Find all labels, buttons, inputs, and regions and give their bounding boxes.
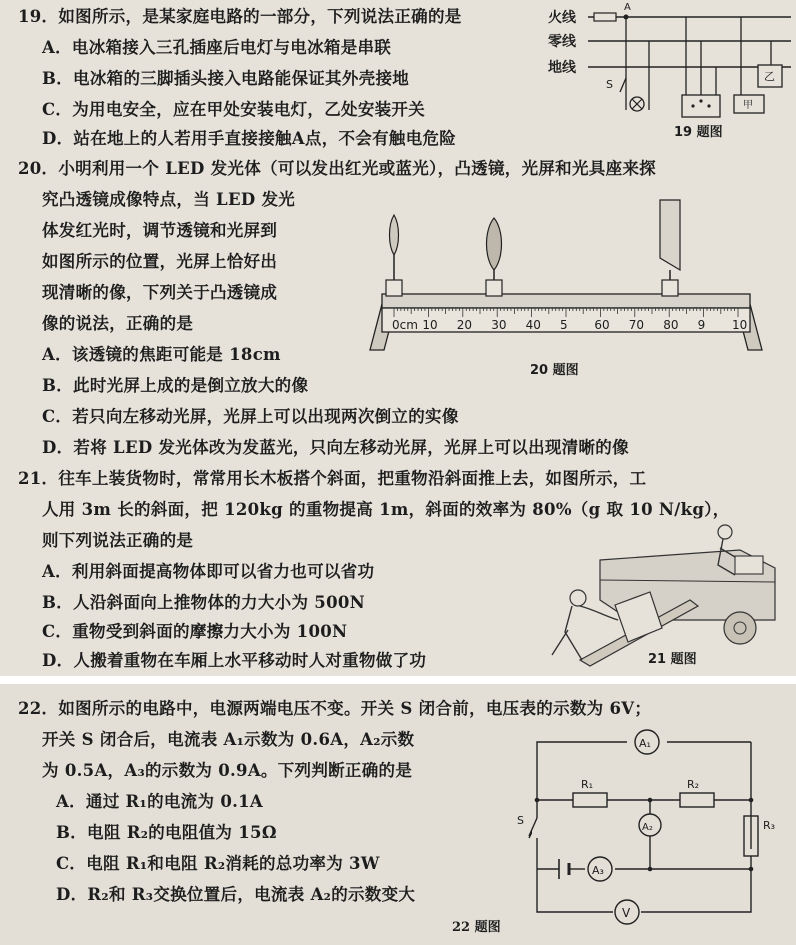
q20-option-d: D．若将 LED 发光体改为发蓝光，只向左移动光屏，光屏上可以出现清晰的像: [42, 438, 629, 457]
ammeter-a2-label: A₂: [642, 822, 653, 833]
switch-s-label: S: [606, 78, 613, 91]
live-wire-label: 火线: [548, 10, 576, 26]
q22-stem-line-1: 22．如图所示的电路中，电源两端电压不变。开关 S 闭合前，电压表的示数为 6V；: [18, 699, 652, 718]
q19-option-a: A．电冰箱接入三孔插座后电灯与电冰箱是串联: [42, 38, 392, 57]
scale-label: 0cm: [392, 318, 418, 332]
q20-option-a: A．该透镜的焦距可能是 18cm: [42, 345, 281, 364]
exam-page-bottom: [0, 684, 796, 945]
q20-stem-line-5: 现清晰的像，下列关于凸透镜成: [42, 283, 278, 302]
point-a-label: A: [624, 2, 631, 13]
neutral-wire-label: 零线: [548, 34, 576, 50]
box-yi-label: 乙: [764, 70, 775, 83]
q19-option-c: C．为用电安全，应在甲处安装电灯，乙处安装开关: [42, 100, 426, 119]
resistor-r1-label: R₁: [581, 778, 594, 791]
q22-caption: 22 题图: [452, 920, 501, 935]
q19-option-d: D．站在地上的人若用手直接接触A点，不会有触电危险: [42, 129, 457, 148]
resistor-r2-label: R₂: [687, 778, 700, 791]
scale-label: 40: [525, 318, 541, 332]
ammeter-a1-label: A₁: [639, 737, 651, 750]
scale-label: 60: [594, 318, 610, 332]
q20-stem-line-4: 如图所示的位置，光屏上恰好出: [42, 252, 278, 271]
q21-stem-line-3: 则下列说法正确的是: [42, 531, 194, 550]
q21-ramp-illustration: [540, 520, 790, 670]
q20-stem-line-1: 20．小明利用一个 LED 发光体（可以发出红光或蓝光），凸透镜，光屏和光具座来探: [18, 159, 656, 178]
voltmeter-label: V: [622, 906, 631, 920]
q21-option-d: D．人搬着重物在车厢上水平移动时人对重物做了功: [42, 651, 427, 670]
q22-option-b: B．电阻 R₂的电阻值为 15Ω: [56, 823, 277, 842]
q21-option-a: A．利用斜面提高物体即可以省力也可以省功: [42, 562, 375, 581]
q21-stem-line-1: 21．往车上装货物时，常常用长木板搭个斜面，把重物沿斜面推上去，如图所示，工: [18, 469, 647, 488]
resistor-r3-label: R₃: [763, 819, 776, 832]
q20-option-c: C．若只向左移动光屏，光屏上可以出现两次倒立的实像: [42, 407, 459, 426]
q21-option-b: B．人沿斜面向上推物体的力大小为 500N: [42, 593, 366, 612]
switch-s-label: S: [517, 814, 524, 827]
q20-option-b: B．此时光屏上成的是倒立放大的像: [42, 376, 309, 395]
q20-caption: 20 题图: [530, 363, 579, 378]
scale-label: 20: [456, 318, 473, 332]
scale-label: 10: [422, 318, 438, 332]
q22-option-c: C．电阻 R₁和电阻 R₂消耗的总功率为 3W: [56, 854, 380, 873]
q19-circuit-diagram: [526, 0, 796, 150]
ground-wire-label: 地线: [548, 60, 576, 76]
q22-option-d: D．R₂和 R₃交换位置后，电流表 A₂的示数变大: [56, 885, 416, 904]
q22-stem-line-3: 为 0.5A，A₃的示数为 0.9A。下列判断正确的是: [42, 761, 413, 780]
box-jia-label: 甲: [743, 100, 753, 111]
ammeter-a3-label: A₃: [592, 864, 604, 877]
scale-label: 5: [560, 318, 568, 332]
q20-stem-line-3: 体发红光时，调节透镜和光屏到: [42, 221, 278, 240]
scale-label: 9: [697, 318, 706, 332]
q22-stem-line-2: 开关 S 闭合后，电流表 A₁示数为 0.6A，A₂示数: [42, 730, 415, 749]
q19-option-b: B．电冰箱的三脚插头接入电路能保证其外壳接地: [42, 69, 410, 88]
q20-optical-bench-diagram: [362, 200, 782, 385]
scale-label: 80: [663, 318, 679, 332]
q19-stem: 19．如图所示，是某家庭电路的一部分，下列说法正确的是: [18, 7, 462, 26]
q19-caption: 19 题图: [674, 125, 723, 140]
q22-option-a: A．通过 R₁的电流为 0.1A: [56, 792, 264, 811]
q20-stem-line-6: 像的说法，正确的是: [42, 314, 194, 333]
q21-option-c: C．重物受到斜面的摩擦力大小为 100N: [42, 622, 348, 641]
q21-caption: 21 题图: [648, 652, 697, 667]
scale-label: 10: [732, 318, 748, 332]
q22-circuit-diagram: [515, 704, 785, 944]
scale-label: 70: [628, 318, 645, 332]
q21-stem-line-2: 人用 3m 长的斜面，把 120kg 的重物提高 1m，斜面的效率为 80%（g 取 10 N/kg），: [42, 500, 730, 519]
scale-label: 30: [491, 318, 507, 332]
q20-stem-line-2: 究凸透镜成像特点，当 LED 发光: [42, 190, 296, 209]
